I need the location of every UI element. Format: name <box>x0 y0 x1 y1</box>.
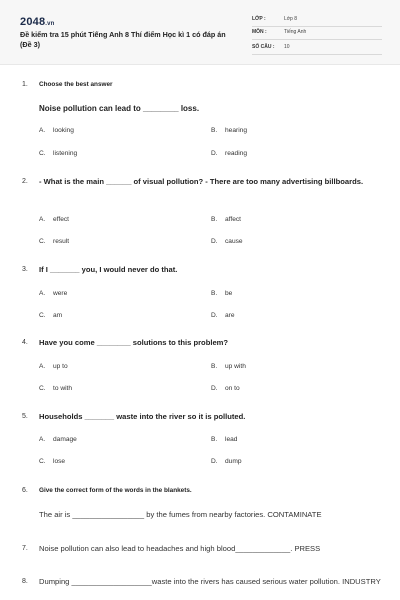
option-letter: A. <box>39 363 46 370</box>
option-text: effect <box>53 216 70 223</box>
option-letter: C. <box>39 458 46 465</box>
meta-row-subject <box>252 25 382 40</box>
question-number: 2. <box>22 178 28 185</box>
meta-value: Tiếng Anh <box>284 29 307 35</box>
meta-key: MÔN : <box>252 29 267 35</box>
option-d[interactable] <box>211 385 240 392</box>
question-number: 8. <box>22 578 28 585</box>
option-letter: B. <box>211 127 218 134</box>
option-letter: A. <box>39 216 46 223</box>
question-stem: Dumping ___________________waste into the rivers has caused serious water pollution. INDUSTRY <box>39 577 381 586</box>
question-stem: Have you come ________ solutions to this problem? <box>39 338 229 347</box>
question-number: 6. <box>22 487 28 494</box>
option-letter: C. <box>39 150 46 157</box>
option-letter: B. <box>211 363 218 370</box>
option-text: on to <box>225 385 240 392</box>
question-instruction: Choose the best answer <box>39 81 113 88</box>
option-text: are <box>225 312 235 319</box>
question-instruction: Give the correct form of the words in the blankets. <box>39 487 192 494</box>
option-b[interactable] <box>211 216 241 223</box>
meta-row-count <box>252 40 382 55</box>
option-letter: B. <box>211 436 218 443</box>
option-letter: D. <box>211 458 218 465</box>
option-letter: C. <box>39 312 46 319</box>
option-letter: B. <box>211 216 218 223</box>
option-text: result <box>53 238 70 245</box>
option-b[interactable] <box>211 436 237 443</box>
question-number: 5. <box>22 413 28 420</box>
option-d[interactable] <box>211 458 242 465</box>
option-d[interactable] <box>211 150 247 157</box>
question-stem: Households _______ waste into the river so it is polluted. <box>39 412 246 421</box>
option-letter: D. <box>211 238 218 245</box>
option-d[interactable] <box>211 312 235 319</box>
option-text: be <box>225 290 233 297</box>
option-b[interactable] <box>211 363 246 370</box>
option-text: hearing <box>225 127 247 134</box>
document-title: Đề kiểm tra 15 phút Tiếng Anh 8 Thí điểm Học kì 1 có đáp án (Đề 3) <box>20 30 226 49</box>
logo-text: 2048 <box>20 16 46 28</box>
option-text: lead <box>225 436 238 443</box>
question-stem: - What is the main ______ of visual pollution? - There are too many advertising billboards. <box>39 177 364 186</box>
option-a[interactable] <box>39 216 69 223</box>
logo-suffix: .vn <box>45 21 55 27</box>
option-c[interactable] <box>39 238 69 245</box>
question-sentence: Noise pollution can lead to ________ loss. <box>39 104 200 113</box>
option-text: looking <box>53 127 74 134</box>
option-letter: D. <box>211 312 218 319</box>
question-stem: If I _______ you, I would never do that. <box>39 265 178 274</box>
meta-key: SỐ CÂU : <box>252 44 275 50</box>
option-text: dump <box>225 458 242 465</box>
meta-value: Lớp 8 <box>284 16 298 22</box>
option-text: affect <box>225 216 242 223</box>
option-c[interactable] <box>39 150 77 157</box>
question-number: 1. <box>22 81 28 88</box>
option-a[interactable] <box>39 127 74 134</box>
option-letter: A. <box>39 290 46 297</box>
meta-key: LỚP : <box>252 16 266 22</box>
option-text: reading <box>225 150 247 157</box>
option-text: to with <box>53 385 73 392</box>
site-logo[interactable] <box>20 16 55 28</box>
question-number: 7. <box>22 545 28 552</box>
option-text: cause <box>225 238 243 245</box>
option-text: listening <box>53 150 78 157</box>
option-letter: B. <box>211 290 218 297</box>
option-text: am <box>53 312 63 319</box>
option-b[interactable] <box>211 290 232 297</box>
option-text: up to <box>53 363 68 370</box>
option-text: lose <box>53 458 66 465</box>
option-letter: A. <box>39 436 46 443</box>
option-c[interactable] <box>39 312 62 319</box>
question-number: 3. <box>22 266 28 273</box>
option-a[interactable] <box>39 436 77 443</box>
option-text: damage <box>53 436 77 443</box>
option-a[interactable] <box>39 290 67 297</box>
question-number: 4. <box>22 339 28 346</box>
document-header <box>0 0 400 65</box>
option-d[interactable] <box>211 238 243 245</box>
option-c[interactable] <box>39 385 72 392</box>
option-letter: D. <box>211 385 218 392</box>
option-a[interactable] <box>39 363 68 370</box>
question-sentence: The air is _________________ by the fumes from nearby factories. CONTAMINATE <box>39 510 322 519</box>
option-text: were <box>53 290 68 297</box>
option-letter: C. <box>39 385 46 392</box>
option-letter: C. <box>39 238 46 245</box>
option-letter: D. <box>211 150 218 157</box>
option-b[interactable] <box>211 127 247 134</box>
option-text: up with <box>225 363 246 370</box>
meta-value: 10 <box>284 44 290 50</box>
option-letter: A. <box>39 127 46 134</box>
question-stem: Noise pollution can also lead to headaches and high blood_____________. PRESS <box>39 544 321 553</box>
option-c[interactable] <box>39 458 65 465</box>
